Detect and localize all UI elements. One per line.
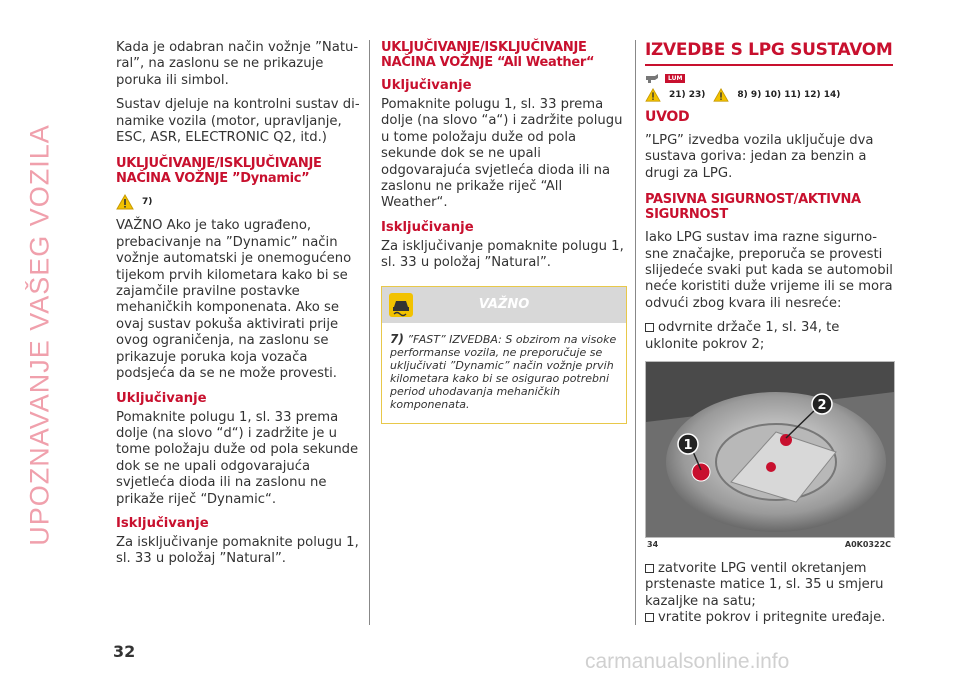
list-item bbox=[645, 610, 893, 626]
warning-ref-text: 21) 23) bbox=[669, 90, 706, 100]
watermark: carmanualsonline.info bbox=[585, 650, 790, 673]
caution-icon bbox=[713, 88, 729, 102]
warning-references bbox=[645, 88, 893, 102]
paragraph: ”LPG” izvedba vozila uključuje dva sustava goriva: jedan za benzin a drugi za LPG. bbox=[645, 133, 874, 181]
figure-number: 34 bbox=[647, 540, 659, 550]
list-item bbox=[645, 320, 893, 353]
variant-badge bbox=[645, 72, 893, 84]
subheading: Uključivanje bbox=[116, 390, 207, 406]
callout-2: 2 bbox=[817, 398, 827, 414]
side-section-title-text: UPOZNAVANJE VAŠEG VOZILA bbox=[24, 124, 55, 546]
list-item bbox=[645, 561, 893, 610]
callout-1: 1 bbox=[683, 438, 693, 454]
warning-icon bbox=[645, 88, 661, 102]
column-divider bbox=[635, 40, 636, 625]
paragraph: Iako LPG sustav ima razne sigurnosne značajke, preporuča se provesti slijedeće svaki put kada se automobil neće koristiti duže vrijeme ili se mora odvući zbog kvara ili nesreće: bbox=[645, 230, 893, 311]
warning-icon bbox=[116, 194, 134, 210]
lpg-tank-illustration bbox=[646, 362, 894, 537]
figure-caption bbox=[645, 538, 893, 549]
important-box bbox=[381, 286, 627, 424]
note-number: 7) bbox=[390, 331, 404, 346]
section-heading: UKLJUČIVANJE/ISKLJUČIVANJE NAČINA VOŽNJE ”Dynamic” bbox=[116, 156, 322, 187]
paragraph: VAŽNO Ako je tako ugrađeno, prebacivanje na ”Dynamic” način vožnje automatski je onemogućeno tijekom prvih kilometara kako bi se zajamčile pravilne postavke mehaničkih komponenata. Ako se ovaj sustav pokuša aktivirati prije ovog ograničenja, na zaslonu se prikazuje poruka koja vozača podsjeća da se ne može provesti. bbox=[116, 218, 352, 382]
lum-badge: LUM bbox=[665, 74, 685, 83]
subheading: Isključivanje bbox=[381, 219, 474, 235]
warning-reference bbox=[116, 194, 362, 210]
paragraph: Pomaknite polugu 1, sl. 33 prema dolje (na slovo “d“) i zadržite je u tome položaju duže od pola sekunde dok se ne upali odgovarajuća svjetleća dioda ili na zaslonu ne prikaže riječ “Dynamic“. bbox=[116, 409, 359, 507]
checkbox-bullet-icon bbox=[645, 323, 654, 332]
step-text: zatvorite LPG ventil okretanjem prstenaste matice 1, sl. 35 u smjeru kazaljke na satu; bbox=[645, 561, 884, 609]
fuel-gun-icon bbox=[645, 72, 661, 84]
column-2 bbox=[381, 40, 627, 424]
section-heading: PASIVNA SIGURNOST/AKTIVNA SIGURNOST bbox=[645, 192, 861, 223]
important-box-title: VAŽNO bbox=[478, 297, 530, 313]
important-box-header bbox=[382, 287, 626, 323]
checkbox-bullet-icon bbox=[645, 613, 654, 622]
section-heading: UVOD bbox=[645, 109, 690, 125]
step-text: odvrnite držače 1, sl. 34, te uklonite pokrov 2; bbox=[645, 320, 840, 352]
column-1 bbox=[116, 40, 362, 576]
warning-ref-text: 7) bbox=[142, 197, 153, 208]
note-text: ”FAST” IZVEDBA: S obzirom na visoke performanse vozila, ne preporučuje se uključivati ”Dynamic” način vožnje prvih kilometara kako bi se osigurao potrebni period uhodavanja mehaničkih komponenata. bbox=[390, 332, 617, 411]
checkbox-bullet-icon bbox=[645, 564, 654, 573]
subheading: Isključivanje bbox=[116, 515, 209, 531]
important-box-body bbox=[382, 323, 626, 423]
subheading: Uključivanje bbox=[381, 78, 472, 93]
figure-code: A0K0322C bbox=[844, 540, 891, 550]
column-divider bbox=[369, 40, 370, 625]
page-title: IZVEDBE S LPG SUSTAVOM bbox=[645, 40, 893, 66]
caution-ref-text: 8) 9) 10) 11) 12) 14) bbox=[737, 90, 841, 100]
figure-lpg-tank bbox=[645, 361, 895, 538]
paragraph: Za isključivanje pomaknite polugu 1, sl. 33 u položaj ”Natural”. bbox=[116, 534, 359, 567]
paragraph: Za isključivanje pomaknite polugu 1, sl. 33 u položaj ”Natural”. bbox=[381, 238, 624, 271]
paragraph: Sustav djeluje na kontrolni sustav dinamike vozila (motor, upravljanje, ESC, ASR, ELECTRONIC Q2, itd.) bbox=[116, 97, 360, 146]
car-skid-icon bbox=[388, 292, 414, 318]
column-3 bbox=[645, 40, 893, 635]
paragraph: Kada je odabran način vožnje ”Natural”, na zaslonu se ne prikazuje poruka ili simbol. bbox=[116, 40, 359, 88]
paragraph: Pomaknite polugu 1, sl. 33 prema dolje (na slovo “a“) i zadržite polugu u tome položaju duže od pola sekunde dok se ne upali odgovarajuća svjetleća dioda ili na zaslonu ne prikaže riječ “All Weather“. bbox=[381, 97, 623, 211]
section-heading: UKLJUČIVANJE/ISKLJUČIVANJE NAČINA VOŽNJE “All Weather“ bbox=[381, 40, 595, 70]
page-number: 32 bbox=[113, 642, 136, 661]
step-text: vratite pokrov i pritegnite uređaje. bbox=[658, 610, 886, 626]
